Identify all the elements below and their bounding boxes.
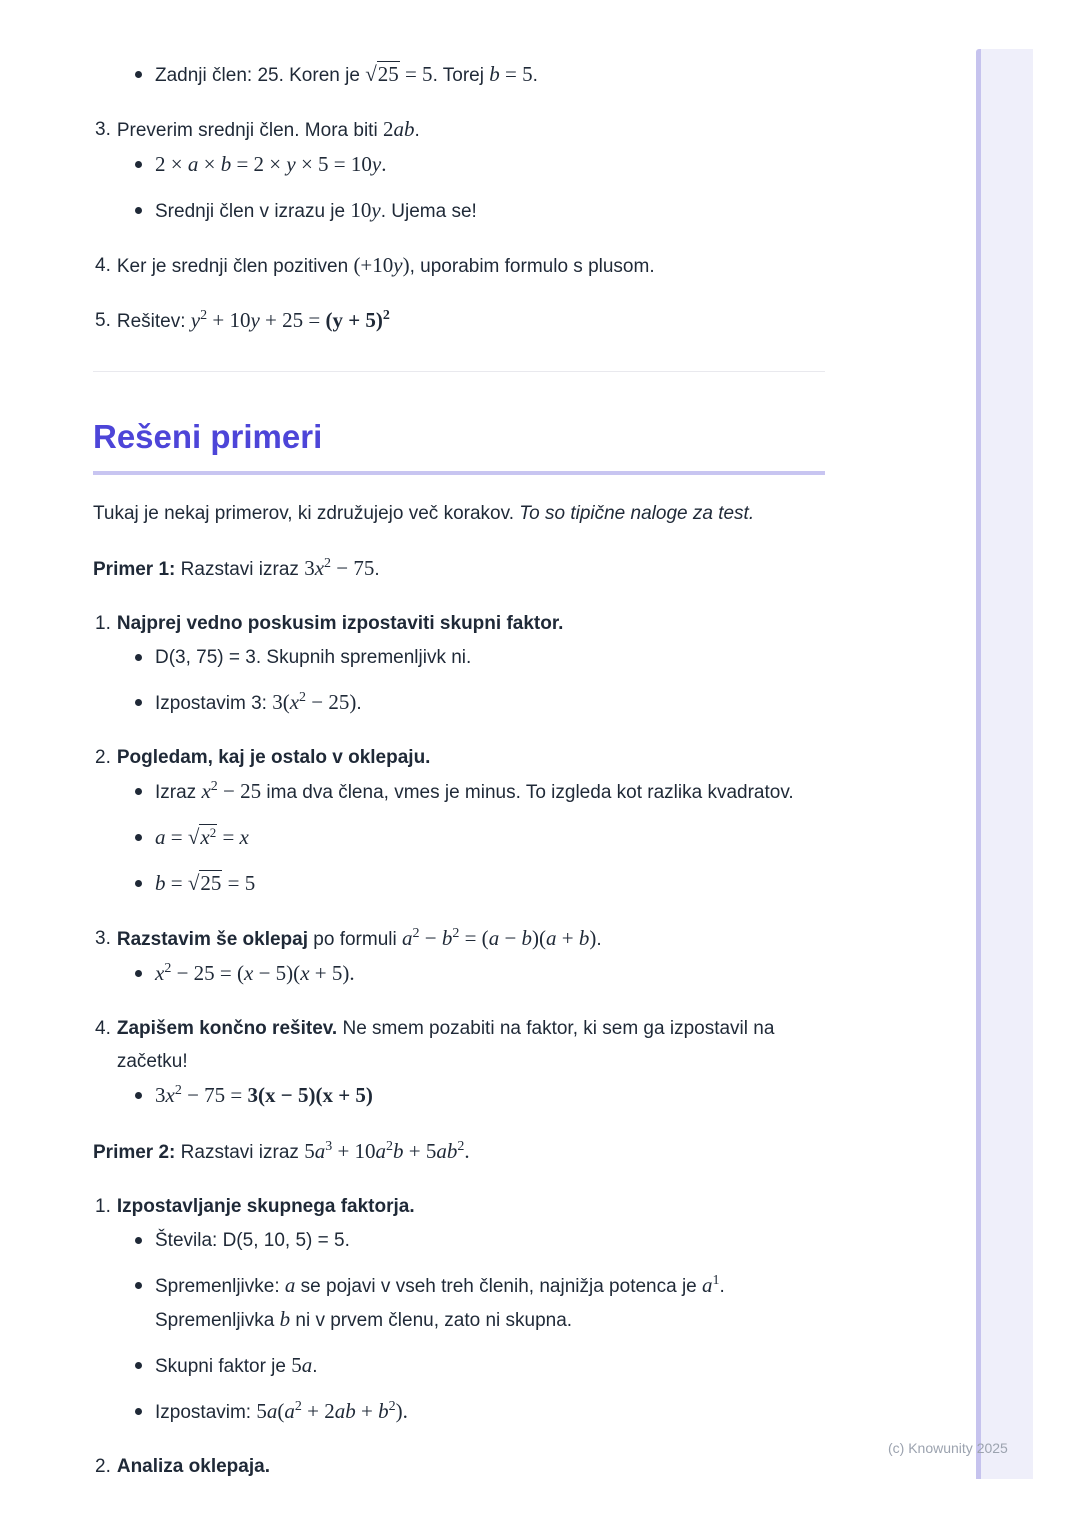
text-run: Izraz <box>155 782 202 803</box>
list-item-text <box>117 1450 825 1483</box>
math-text: + 5) <box>309 961 350 985</box>
text-run: Razstavi izraz <box>175 559 305 580</box>
math-text: × <box>198 152 221 176</box>
math-text: . <box>464 1139 470 1163</box>
list-item-text <box>155 1349 825 1383</box>
math-text: = 2 × <box>231 152 287 176</box>
math-text: 2 <box>412 926 420 942</box>
list-item-text <box>155 58 825 92</box>
list-item-text <box>155 867 825 901</box>
math-text: a <box>284 1399 295 1423</box>
numbered-list-item <box>93 922 825 956</box>
bullet-list-item <box>93 641 825 674</box>
section-title <box>93 417 825 475</box>
math-text: − 25 <box>217 779 262 803</box>
section-divider <box>93 371 825 372</box>
bullet-marker <box>135 1092 142 1099</box>
math-text: + <box>556 926 579 950</box>
math-text: 2 <box>210 779 218 795</box>
math-text: 2 <box>324 556 332 572</box>
text-run: Analiza oklepaja. <box>116 1456 270 1477</box>
numbered-list-item <box>93 1012 825 1078</box>
bullet-list-item <box>93 686 825 720</box>
math-text: + 2 <box>301 1399 335 1423</box>
list-number: 2. <box>95 747 111 768</box>
text-run: Spremenljivke: <box>155 1276 285 1297</box>
math-text: y <box>371 198 381 222</box>
text-run: Izpostavljanje skupnega faktorja. <box>116 1196 415 1217</box>
list-number: 5. <box>95 310 111 331</box>
text-run: . Torej <box>432 65 490 86</box>
text-run: Najprej vedno poskusim izpostaviti skupni faktor. <box>116 613 564 634</box>
text-run: Števila: D(5, 10, 5) = 5. <box>155 1230 350 1251</box>
text-run: . <box>596 929 602 950</box>
math-text: 2 <box>382 308 390 324</box>
math-text: 5 <box>291 1353 302 1377</box>
text-run: 25 <box>200 871 222 895</box>
list-item-text <box>155 194 825 228</box>
list-item-text <box>117 304 825 338</box>
math-text: a <box>702 1273 713 1297</box>
numbered-list-item <box>93 1190 825 1223</box>
radicand <box>199 870 222 895</box>
list-item-text <box>117 607 825 640</box>
text-run: Izpostavim: <box>155 1402 257 1423</box>
list-item-text <box>155 957 825 991</box>
math-text: 2 <box>388 1399 396 1415</box>
numbered-list-item <box>93 249 825 283</box>
math-text: )( <box>532 926 547 950</box>
math-text: 2 <box>457 1139 465 1155</box>
math-text: = <box>165 825 188 849</box>
math-text: = 5 <box>499 62 533 86</box>
math-text: − <box>419 926 442 950</box>
paragraph <box>93 552 825 586</box>
text-run: Izpostavim 3: <box>155 693 273 714</box>
text-run: , uporabim formulo s plusom. <box>409 256 655 277</box>
math-text: a <box>187 152 199 176</box>
text-run: 2 <box>209 824 217 840</box>
bullet-marker <box>135 1282 142 1289</box>
math-text: y <box>190 308 201 332</box>
bullet-list-item <box>93 821 825 855</box>
document-body <box>93 0 825 1483</box>
text-run: Tukaj je nekaj primerov, ki združujejo več korakov. <box>93 503 520 524</box>
bullet-marker <box>135 161 142 168</box>
bullet-marker <box>135 834 142 841</box>
list-number: 1. <box>95 613 111 634</box>
bullet-list-item <box>93 1349 825 1383</box>
list-number: 4. <box>95 255 111 276</box>
list-item-text <box>155 821 825 855</box>
list-item-text <box>155 1079 825 1113</box>
sqrt-expression <box>188 824 217 849</box>
bullet-marker <box>135 654 142 661</box>
text-run: se pojavi v vseh treh členih, najnižja potenca je <box>295 1276 703 1297</box>
math-text: b <box>279 1307 291 1331</box>
math-text: + 5 <box>403 1139 437 1163</box>
math-text: 3 <box>155 1083 166 1107</box>
math-text: a <box>301 1353 313 1377</box>
math-text: x <box>289 690 300 714</box>
text-run: Srednji člen v izrazu je <box>155 201 351 222</box>
math-text: . <box>402 1399 408 1423</box>
math-text: y <box>371 152 382 176</box>
text-run: po formuli <box>308 929 402 950</box>
list-item-text <box>155 1224 825 1257</box>
paragraph <box>93 497 825 530</box>
math-text: + <box>355 1399 379 1423</box>
math-text: b <box>393 1139 404 1163</box>
bullet-marker <box>135 71 142 78</box>
list-item-text <box>155 1395 825 1429</box>
bullet-marker <box>135 699 142 706</box>
text-run: Pogledam, kaj je ostalo v oklepaju. <box>116 747 431 768</box>
list-item-text <box>155 775 825 809</box>
math-text: x <box>244 961 254 985</box>
math-text: − 75 = <box>181 1083 248 1107</box>
math-text: 3 <box>304 556 315 580</box>
math-text: x <box>201 779 211 803</box>
math-text: 3(x − 5)(x + 5) <box>247 1083 373 1107</box>
list-item-text <box>155 641 825 674</box>
text-run: 25 <box>377 62 399 86</box>
math-text: x <box>239 825 249 849</box>
math-text: a <box>375 1139 387 1163</box>
bullet-list-item <box>93 957 825 991</box>
bullet-marker <box>135 880 142 887</box>
math-text: = <box>217 825 240 849</box>
math-text: b <box>521 926 533 950</box>
radical-sign: √ <box>187 825 200 849</box>
list-number: 3. <box>95 928 111 949</box>
math-text: + 10 <box>332 1139 376 1163</box>
bullet-marker <box>135 1237 142 1244</box>
math-text: 2 <box>200 308 208 324</box>
math-text: a <box>546 926 557 950</box>
math-text: = 5 <box>222 871 256 895</box>
sqrt-expression <box>365 61 400 86</box>
math-text: ab <box>436 1139 458 1163</box>
math-text: + 10 <box>207 308 251 332</box>
math-text: − 25 = ( <box>171 961 245 985</box>
list-number: 4. <box>95 1018 111 1039</box>
list-number: 2. <box>95 1456 111 1477</box>
bullet-marker <box>135 1362 142 1369</box>
sqrt-expression <box>188 870 223 895</box>
math-text: 3 <box>325 1139 333 1155</box>
text-run: . <box>312 1356 318 1377</box>
text-run: Skupni faktor je <box>155 1356 292 1377</box>
paragraph <box>93 1135 825 1169</box>
numbered-list-item <box>93 1450 825 1483</box>
text-run: Preverim srednji člen. Mora biti <box>116 120 383 141</box>
math-text: b <box>489 62 500 86</box>
math-text: − 75 <box>331 556 375 580</box>
math-text: = <box>165 871 188 895</box>
math-text: ab <box>334 1399 356 1423</box>
bullet-list-item <box>93 1079 825 1113</box>
bullet-list-item <box>93 775 825 809</box>
list-item-text <box>117 741 825 774</box>
math-text: − 25) <box>306 690 357 714</box>
math-text: a <box>402 926 413 950</box>
radicand <box>377 61 400 86</box>
text-run: x <box>200 825 210 849</box>
math-text: 10 <box>350 198 372 222</box>
text-run: Razstavim še oklepaj <box>116 929 309 950</box>
text-run: Razstavi izraz <box>175 1142 305 1163</box>
text-run: . Ujema se! <box>380 201 477 222</box>
math-text: y <box>250 308 260 332</box>
math-text: ) <box>589 926 597 950</box>
math-text: x <box>155 961 165 985</box>
math-text: × 5 = 10 <box>295 152 372 176</box>
list-item-text <box>117 922 825 956</box>
math-text: ab <box>393 117 415 141</box>
text-run: Primer 2: <box>93 1142 176 1163</box>
math-text: . <box>381 152 387 176</box>
math-text: x <box>300 961 310 985</box>
bullet-list-item <box>93 1224 825 1257</box>
text-run: . <box>532 65 538 86</box>
list-item-text <box>117 249 825 283</box>
math-text: 2 <box>382 117 394 141</box>
math-text: 2 <box>174 1083 182 1099</box>
math-text: y <box>393 253 403 277</box>
math-text: a <box>284 1273 296 1297</box>
math-text: 3( <box>272 690 290 714</box>
numbered-list-item <box>93 607 825 640</box>
math-text: − 5)( <box>253 961 301 985</box>
math-text: 5 <box>304 1139 315 1163</box>
math-text: ( <box>277 1399 285 1423</box>
bullet-marker <box>135 788 142 795</box>
math-text: x <box>165 1083 175 1107</box>
numbered-list-item <box>93 304 825 338</box>
list-item-text <box>155 148 825 182</box>
math-text: x <box>314 556 325 580</box>
list-number: 3. <box>95 119 111 140</box>
math-text: 2 <box>164 961 172 977</box>
text-run: Rešitev: <box>116 311 191 332</box>
math-text: 1 <box>712 1273 720 1289</box>
radical-sign: √ <box>365 62 377 86</box>
text-run: ni v prvem členu, zato ni skupna. <box>290 1310 573 1331</box>
radical-sign: √ <box>187 871 200 895</box>
math-text: a <box>266 1399 278 1423</box>
math-text: . <box>349 961 355 985</box>
radicand <box>199 824 217 849</box>
math-text: = 5 <box>399 62 433 86</box>
text-run: Ne smem pozabiti na faktor, ki sem ga izpostavil na začetku! <box>116 1018 775 1072</box>
math-text: 2 <box>386 1139 394 1155</box>
list-number: 1. <box>95 1196 111 1217</box>
numbered-list-item <box>93 741 825 774</box>
bullet-list-item <box>93 148 825 182</box>
bullet-marker <box>135 970 142 977</box>
math-text: 2 <box>299 690 307 706</box>
math-text: 2 × <box>155 152 188 176</box>
math-text: b <box>578 926 590 950</box>
text-run: Primer 1: <box>93 559 176 580</box>
text-run: . <box>356 693 362 714</box>
list-item-text <box>117 113 825 147</box>
math-text: − <box>499 926 522 950</box>
math-text: 5 <box>256 1399 267 1423</box>
text-run: . Spremenljivka <box>155 1276 725 1331</box>
math-text: 2 <box>294 1399 302 1415</box>
math-text: + 25 = <box>259 308 326 332</box>
numbered-list-item <box>93 113 825 147</box>
math-text: b <box>378 1399 389 1423</box>
next-page-edge-strip <box>976 49 1033 1479</box>
bullet-list-item <box>93 194 825 228</box>
text-run: Zapišem končno rešitev. <box>116 1018 338 1039</box>
list-item-text <box>155 686 825 720</box>
bullet-list-item <box>93 58 825 92</box>
math-text: a <box>155 825 166 849</box>
math-text: y <box>286 152 296 176</box>
text-run: Rešeni primeri <box>93 418 323 455</box>
text-run: D(3, 75) = 3. Skupnih spremenljivk ni. <box>155 647 472 668</box>
bullet-list-item <box>93 867 825 901</box>
math-text: b <box>220 152 232 176</box>
math-text: b <box>155 871 166 895</box>
math-text: a <box>314 1139 326 1163</box>
copyright-watermark: (c) Knowunity 2025 <box>888 1440 1008 1456</box>
text-run: Ker je srednji člen pozitiven <box>116 256 354 277</box>
bullet-marker <box>135 207 142 214</box>
text-run: . <box>374 559 380 580</box>
bullet-list-item <box>93 1269 825 1337</box>
text-run: . <box>414 120 420 141</box>
math-text: 2 <box>452 926 460 942</box>
list-item-text <box>155 1269 825 1337</box>
math-text: (+10 <box>353 253 394 277</box>
math-text: a <box>488 926 500 950</box>
math-text: ) <box>395 1399 403 1423</box>
math-text: ) <box>402 253 410 277</box>
math-text: (y + 5) <box>325 308 383 332</box>
bullet-marker <box>135 1408 142 1415</box>
math-text: b <box>441 926 453 950</box>
bullet-list-item <box>93 1395 825 1429</box>
list-item-text <box>117 1012 825 1078</box>
math-text: = ( <box>459 926 489 950</box>
text-run: Zadnji člen: 25. Koren je <box>155 65 366 86</box>
text-run: ima dva člena, vmes je minus. To izgleda kot razlika kvadratov. <box>261 782 794 803</box>
text-run: To so tipične naloge za test. <box>519 503 755 524</box>
list-item-text <box>117 1190 825 1223</box>
